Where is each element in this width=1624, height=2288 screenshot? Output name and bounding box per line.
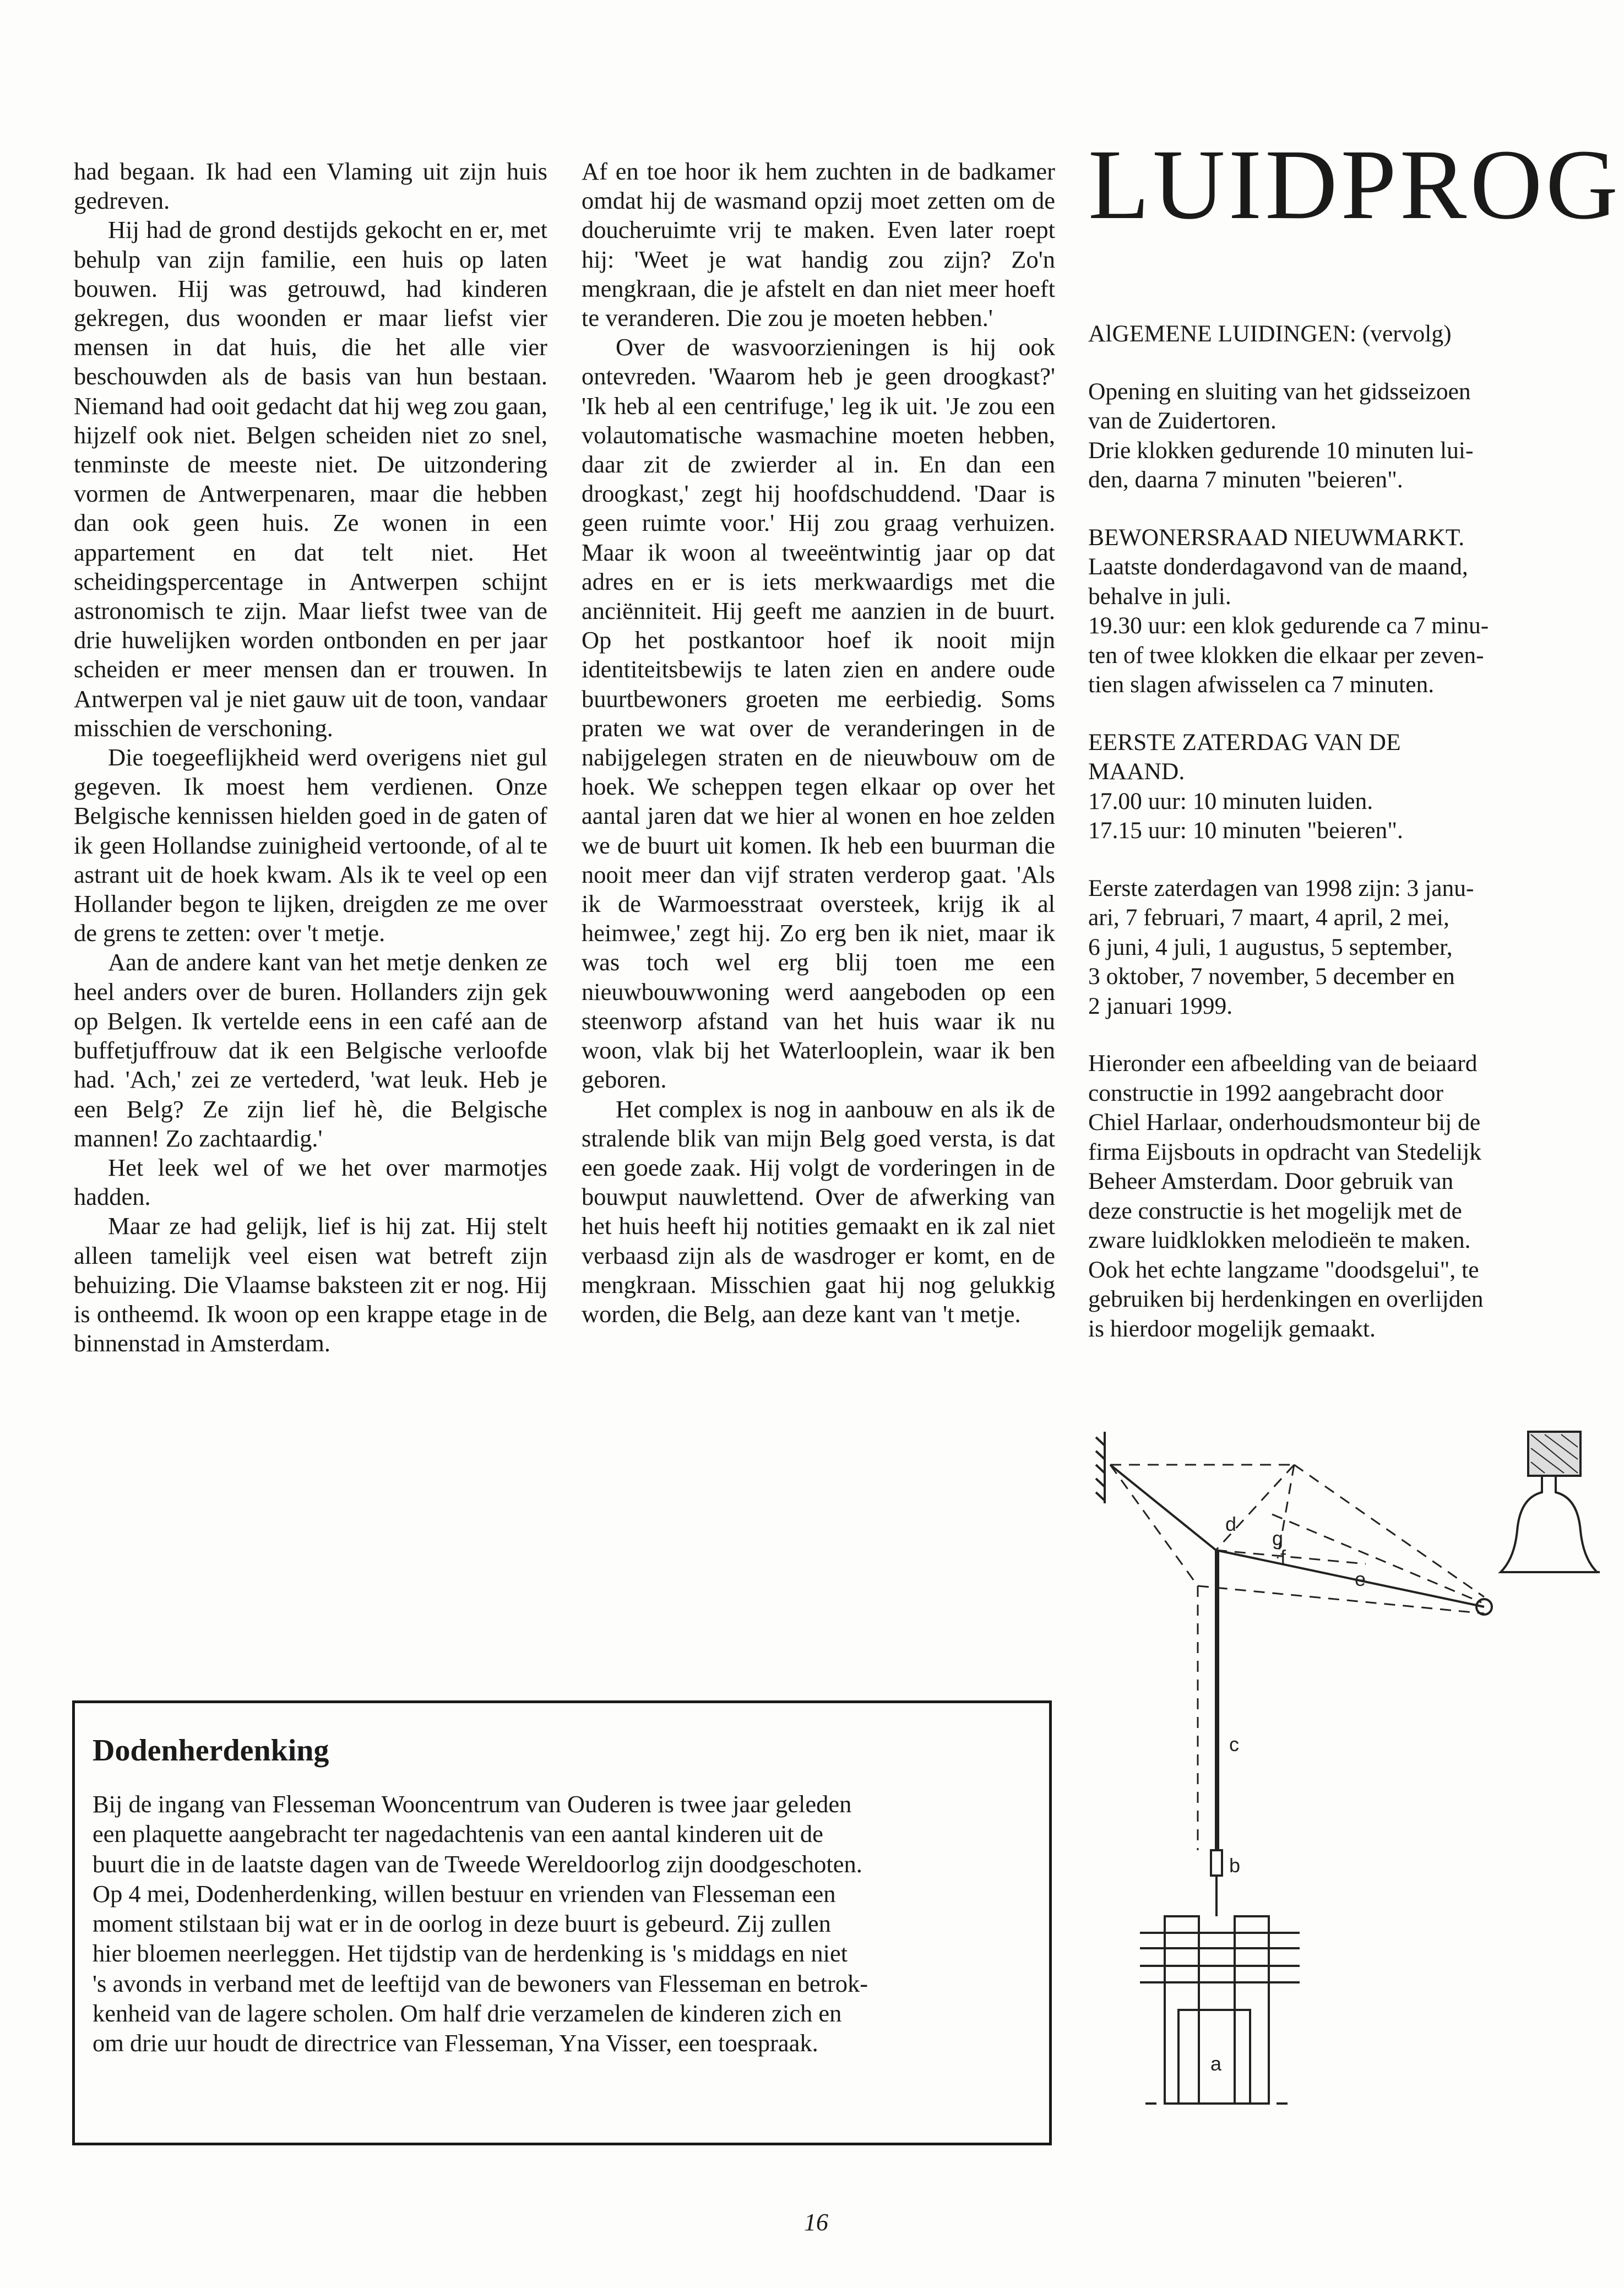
diagram-label-e: e: [1355, 1568, 1366, 1590]
dodenherdenking-body: [93, 1789, 1034, 2058]
article-paragraph: Het complex is nog in aanbouw en als ik de stralende blik van mijn Belg goed versta, is dat een goede zaak. Hij volgt de vorderingen in de bouwput nauwlettend. Over de afwerking van het huis heeft hij notities gemaakt en ik zal niet verbaasd zijn als de wasdroger er komt, en de mengkraan. Misschien gaat hij nog gelukkig worden, die Belg, aan deze kant van 't metje.: [582, 1095, 1055, 1328]
dodenherdenking-line: een plaquette aangebracht ter nagedachtenis van een aantal kinderen uit de: [93, 1820, 823, 1848]
luid-line: ari, 7 februari, 7 maart, 4 april, 2 mei,: [1088, 904, 1449, 931]
luid-line: 19.30 uur: een klok gedurende ca 7 minu-: [1088, 612, 1489, 639]
diagram-label-c: c: [1229, 1733, 1239, 1756]
luid-line: Hieronder een afbeelding van de beiaard: [1088, 1050, 1478, 1077]
luid-section: [1088, 523, 1551, 700]
article-column-middle: [582, 157, 1055, 1329]
diagram-label-f: f: [1280, 1546, 1286, 1568]
luid-line: is hierdoor mogelijk gemaakt.: [1088, 1315, 1376, 1342]
luid-section: [1088, 728, 1551, 846]
dashed-guides: [1110, 1465, 1484, 1850]
article-paragraph: Het leek wel of we het over marmotjes hadden.: [74, 1153, 547, 1211]
dodenherdenking-line: Bij de ingang van Flesseman Wooncentrum van Ouderen is twee jaar geleden: [93, 1790, 852, 1818]
luid-line: ten of twee klokken die elkaar per zeven-: [1088, 642, 1484, 669]
dodenherdenking-line: Op 4 mei, Dodenherdenking, willen bestuur en vrienden van Flesseman een: [93, 1879, 836, 1907]
wall-bracket: [1096, 1432, 1105, 1503]
beiaard-construction-diagram: [1090, 1421, 1624, 2148]
diagram-label-d: d: [1225, 1513, 1237, 1535]
luid-section: [1088, 377, 1551, 495]
luidprogramma-title: LUIDPROG: [1088, 129, 1622, 240]
luid-line: 6 juni, 4 juli, 1 augustus, 5 september,: [1088, 933, 1453, 960]
luid-line: 17.15 uur: 10 minuten "beieren".: [1088, 817, 1403, 844]
dodenherdenking-title: Dodenherdenking: [93, 1733, 329, 1768]
luid-line: zware luidklokken melodieën te maken.: [1088, 1227, 1471, 1253]
luid-line: firma Eijsbouts in opdracht van Stedelijk: [1088, 1138, 1481, 1165]
diagram-label-b: b: [1229, 1854, 1241, 1877]
dodenherdenking-line: 's avonds in verband met de leeftijd van de bewoners van Flesseman en betrok-: [93, 1969, 868, 1997]
lever-stand: [1140, 1916, 1300, 2104]
luid-line: behalve in juli.: [1088, 583, 1231, 610]
dodenherdenking-line: om drie uur houdt de directrice van Flesseman, Yna Visser, een toespraak.: [93, 2029, 818, 2057]
luid-line: gebruiken bij herdenkingen en overlijden: [1088, 1286, 1484, 1312]
luid-line: 17.00 uur: 10 minuten luiden.: [1088, 787, 1373, 814]
article-paragraph: had begaan. Ik had een Vlaming uit zijn huis gedreven.: [74, 157, 547, 215]
article-paragraph: Over de wasvoorzieningen is hij ook ontevreden. 'Waarom heb je geen droogkast?' 'Ik heb al een centrifuge,' leg ik uit. 'Je zou een volautomatische wasmachine moeten hebben, daar zit de zwierder al in. En dan een droogkast,' zegt hij hoofdschuddend. 'Daar is geen ruimte voor.' Hij zou graag verhuizen. Maar ik woon al tweeëntwintig jaar op dat adres en er is iets merkwaardigs met die anciënniteit. Hij geeft me aanzien in de buurt. Op het postkantoor hoef ik nooit mijn identiteitsbewijs te laten zien en andere oude buurtbewoners groeten me eerbiedig. Soms praten we wat over de veranderingen in de nabijgelegen straten en de nieuwbouw om de hoek. We scheppen tegen elkaar op over het aantal jaren dat we hier al wonen en hoe zelden we de buurt uit komen. Ik heb een buurman die nooit meer dan vijf straten verderop gaat. 'Als ik de Warmoesstraat oversteek, krijg ik al heimwee,' zegt hij. Zo erg ben ik niet, maar ik was toch wel erg blij toen me een nieuwbouwwoning werd aangeboden op een steenworp afstand van het huis waar ik nu woon, vlak bij het Waterlooplein, waar ik ben geboren.: [582, 333, 1055, 1094]
diagram-label-a: a: [1210, 2052, 1222, 2075]
luid-line: Ook het echte langzame "doodsgelui", te: [1088, 1256, 1479, 1283]
luid-section: [1088, 319, 1551, 349]
luid-line: Chiel Harlaar, onderhoudsmonteur bij de: [1088, 1109, 1481, 1135]
luid-line: deze constructie is het mogelijk met de: [1088, 1197, 1462, 1224]
dodenherdenking-line: moment stilstaan bij wat er in de oorlog in deze buurt is gebeurd. Zij zullen: [93, 1910, 831, 1938]
luid-section: [1088, 874, 1551, 1021]
luid-line: MAAND.: [1088, 758, 1185, 785]
luidprogramma-column: [1088, 319, 1551, 1372]
luid-line: EERSTE ZATERDAG VAN DE: [1088, 729, 1401, 756]
article-paragraph: Hij had de grond destijds gekocht en er, met behulp van zijn familie, een huis op laten bouwen. Hij was getrouwd, had kinderen gekregen, dus woonden er maar liefst vier mensen in dat huis, die het alle vier beschouwden als de basis van hun bestaan. Niemand had ooit gedacht dat hij weg zou gaan, hijzelf ook niet. Belgen scheiden niet zo snel, tenminste de meeste niet. De uitzondering vormen de Antwerpenaren, maar die hebben dan ook geen huis. Ze wonen in een appartement en dat telt niet. Het scheidingspercentage in Antwerpen schijnt astronomisch te zijn. Maar liefst twee van de drie huwelijken worden ontbonden en per jaar scheiden er meer mensen dan er trouwen. In Antwerpen val je niet gauw uit de toon, vandaar misschien de verschoning.: [74, 216, 547, 742]
dodenherdenking-line: buurt die in de laatste dagen van de Tweede Wereldoorlog zijn doodgeschoten.: [93, 1850, 862, 1878]
bell-beam: [1528, 1432, 1580, 1476]
luid-line: 2 januari 1999.: [1088, 992, 1233, 1019]
article-paragraph: Maar ze had gelijk, lief is hij zat. Hij stelt alleen tamelijk veel eisen wat betreft zijn behuizing. Die Vlaamse baksteen zit er nog. Hij is ontheemd. Ik woon op een krappe etage in de binnenstad in Amsterdam.: [74, 1212, 547, 1357]
bell-shape: [1476, 1476, 1600, 1615]
luid-line: den, daarna 7 minuten "beieren".: [1088, 466, 1403, 493]
luid-line: BEWONERSRAAD NIEUWMARKT.: [1088, 524, 1465, 551]
luid-line: Drie klokken gedurende 10 minuten lui-: [1088, 437, 1474, 464]
luid-line: van de Zuidertoren.: [1088, 407, 1277, 434]
shackle-b: [1211, 1850, 1222, 1916]
dodenherdenking-line: kenheid van de lagere scholen. Om half drie verzamelen de kinderen zich en: [93, 1999, 842, 2028]
luid-line: constructie in 1992 aangebracht door: [1088, 1079, 1444, 1106]
article-paragraph: Die toegeeflijkheid werd overigens niet gul gegeven. Ik moest hem verdienen. Onze Belgische kennissen hielden goed in de gaten of ik geen Hollandse zuinigheid vertoonde, of al te astrant uit de hoek kwam. Als ik te veel op een Hollander begon te lijken, dreigden ze me over de grens te zetten: over 't metje.: [74, 743, 547, 947]
article-paragraph: Af en toe hoor ik hem zuchten in de badkamer omdat hij de wasmand opzij moet zetten om de doucheruimte vrij te maken. Even later roept hij: 'Weet je wat handig zou zijn? Zo'n mengkraan, die je afstelt en dan niet meer hoeft te veranderen. Die zou je moeten hebben.': [582, 157, 1055, 332]
pull-cables: [1110, 1465, 1484, 1850]
luid-line: Eerste zaterdagen van 1998 zijn: 3 janu-: [1088, 874, 1474, 901]
diagram-label-g: g: [1272, 1527, 1284, 1550]
luid-section: [1088, 1049, 1551, 1344]
article-column-left: [74, 157, 547, 1358]
article-paragraph: Aan de andere kant van het metje denken ze heel anders over de buren. Hollanders zijn gek op Belgen. Ik vertelde eens in een café aan de buffetjuffrouw dat ik een Belgische verloofde had. 'Ach,' zei ze vertederd, 'wat leuk. Heb je een Belg? Ze zijn lief hè, die Belgische mannen! Zo zachtaardig.': [74, 948, 547, 1152]
luid-line: Laatste donderdagavond van de maand,: [1088, 553, 1468, 580]
luid-line: Beheer Amsterdam. Door gebruik van: [1088, 1168, 1454, 1194]
dodenherdenking-box: [72, 1700, 1052, 2145]
page-number: 16: [804, 2209, 828, 2236]
dodenherdenking-line: hier bloemen neerleggen. Het tijdstip van de herdenking is 's middags en niet: [93, 1939, 848, 1968]
luid-line: Opening en sluiting van het gidsseizoen: [1088, 378, 1471, 405]
luid-line: AlGEMENE LUIDINGEN: (vervolg): [1088, 320, 1452, 347]
luid-line: tien slagen afwisselen ca 7 minuten.: [1088, 671, 1435, 698]
luid-line: 3 oktober, 7 november, 5 december en: [1088, 963, 1455, 990]
